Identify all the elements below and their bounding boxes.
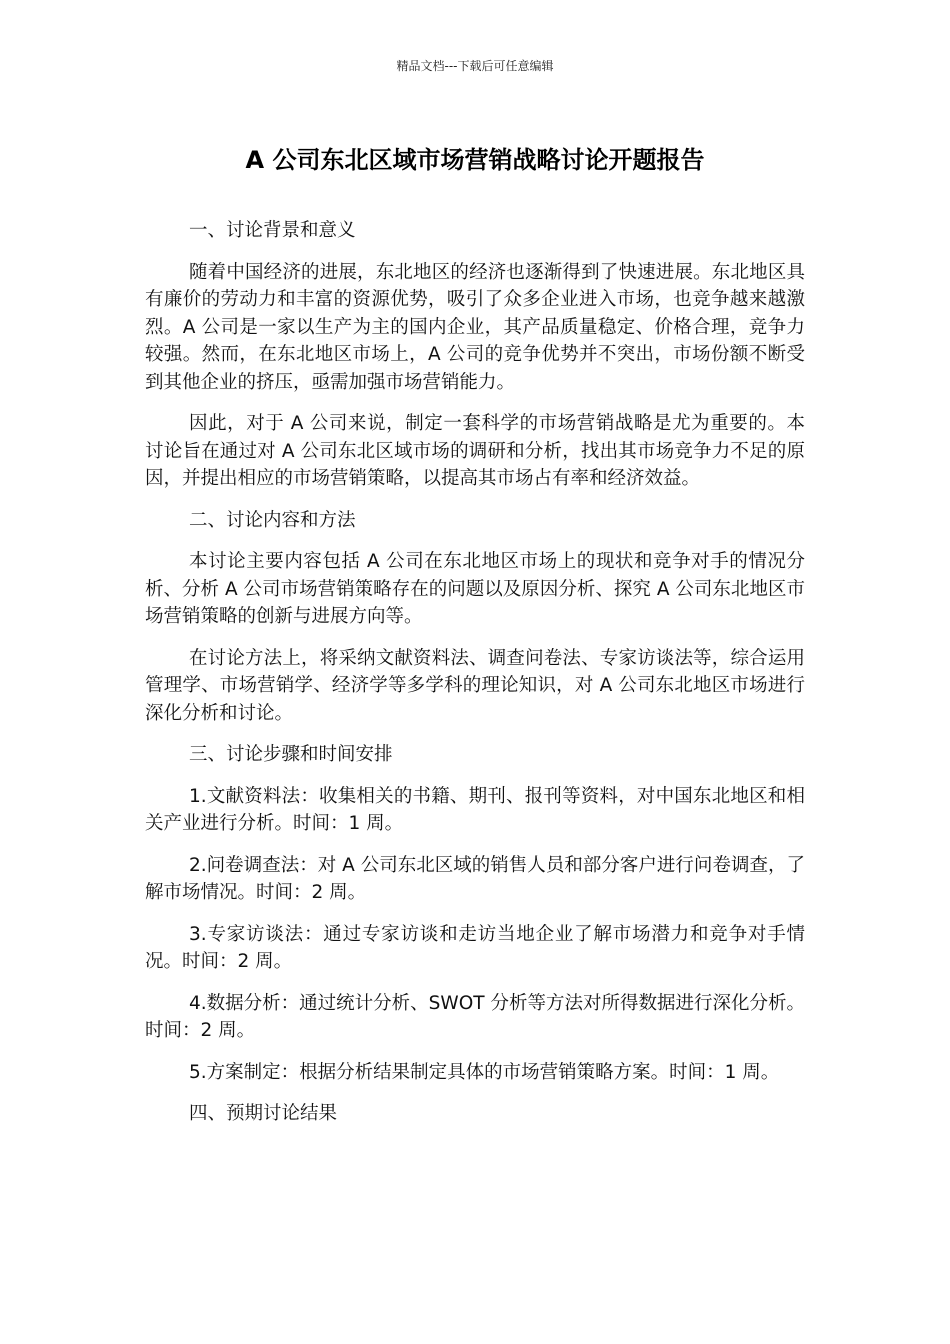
step-item: 1.文献资料法：收集相关的书籍、期刊、报刊等资料，对中国东北地区和相关产业进行分析。时间：1 周。 [145, 785, 805, 834]
paragraph: 在讨论方法上，将采纳文献资料法、调查问卷法、专家访谈法等，综合运用管理学、市场营销学、经济学等多学科的理论知识，对 A 公司东北地区市场进行深化分析和讨论。 [145, 647, 805, 724]
section-heading: 三、讨论步骤和时间安排 [189, 744, 393, 765]
step-item: 4.数据分析：通过统计分析、SWOT 分析等方法对所得数据进行深化分析。时间：2 周。 [145, 992, 805, 1041]
step-item: 3.专家访谈法：通过专家访谈和走访当地企业了解市场潜力和竞争对手情况。时间：2 周。 [145, 923, 805, 972]
section-heading: 四、预期讨论结果 [189, 1103, 338, 1124]
paragraph: 本讨论主要内容包括 A 公司在东北地区市场上的现状和竞争对手的情况分析、分析 A 公司市场营销策略存在的问题以及原因分析、探究 A 公司东北地区市场营销策略的创新与进展方向等。 [145, 551, 805, 627]
section-heading: 一、讨论背景和意义 [189, 220, 356, 241]
paragraph: 随着中国经济的进展，东北地区的经济也逐渐得到了快速进展。东北地区具有廉价的劳动力和丰富的资源优势，吸引了众多企业进入市场，也竞争越来越激烈。A 公司是一家以生产为主的国内企业，其产品质量稳定、价格合理，竞争力较强。然而，在东北地区市场上，A 公司的竞争优势并不突出，市场份额不断受到其他企业的挤压，亟需加强市场营销能力。 [145, 261, 805, 393]
paragraph: 因此，对于 A 公司来说，制定一套科学的市场营销战略是尤为重要的。本讨论旨在通过对 A 公司东北区域市场的调研和分析，找出其市场竞争力不足的原因，并提出相应的市场营销策略，以提高其市场占有率和经济效益。 [145, 413, 805, 489]
step-item: 5.方案制定：根据分析结果制定具体的市场营销策略方案。时间：1 周。 [189, 1061, 780, 1083]
document-title: A 公司东北区域市场营销战略讨论开题报告 [245, 146, 705, 174]
page-header: 精品文档---下载后可任意编辑 [396, 59, 554, 73]
document-body [145, 217, 805, 1142]
section-heading: 二、讨论内容和方法 [189, 509, 356, 531]
step-item: 2.问卷调查法：对 A 公司东北区域的销售人员和部分客户进行问卷调查，了解市场情况。时间：2 周。 [145, 854, 805, 903]
